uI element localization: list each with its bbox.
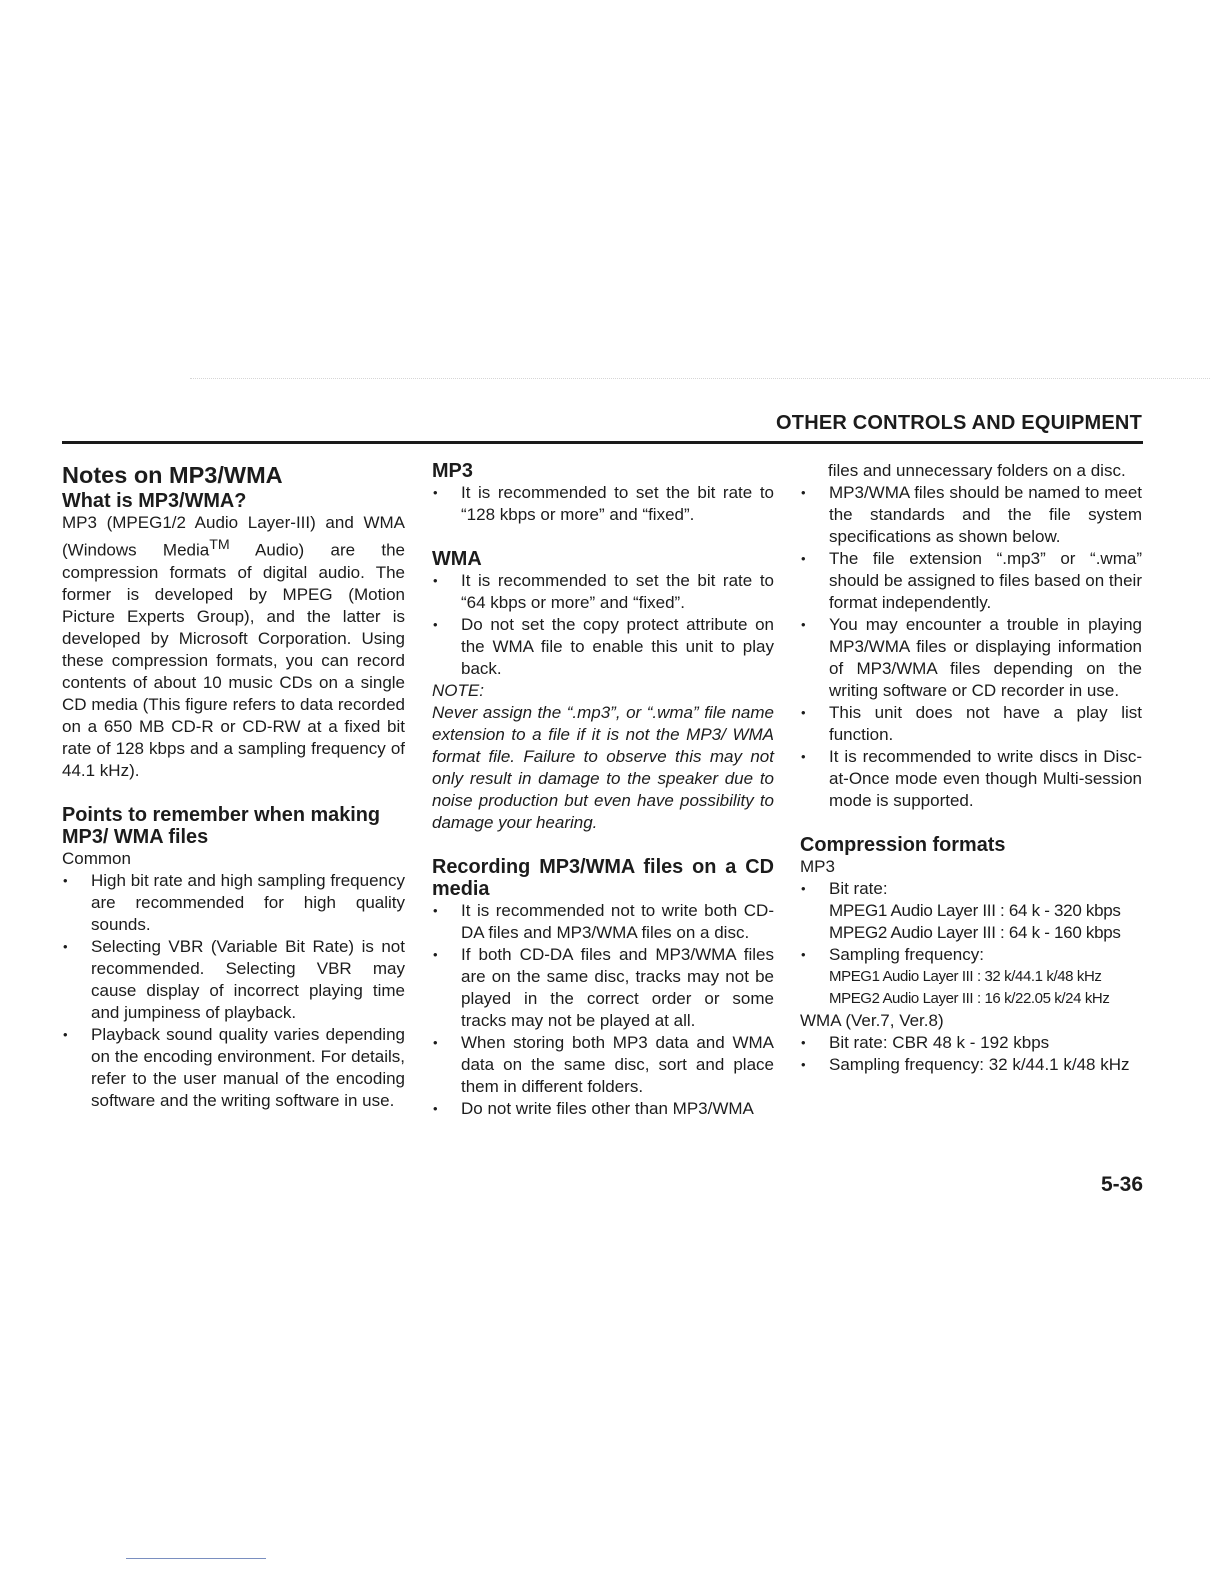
intro-text-b: Audio) are the compression formats of digital audio. The former is developed by MPEG (Motion Picture Experts Group), and the latter is developed by Microsoft Corporation. Using these compression formats, you can record contents of about 10 music CDs on a single CD media (This figure refers to data recorded on a 650 MB CD-R or CD-RW at a fixed bit rate of 128 kbps and a sampling frequency of 44.1 kHz). bbox=[62, 540, 405, 780]
wma-heading: WMA bbox=[432, 548, 482, 570]
recording-heading: Recording MP3/WMA files on a CD media bbox=[432, 856, 774, 900]
intro-paragraph bbox=[62, 512, 405, 782]
note-label: NOTE: bbox=[432, 681, 484, 700]
common-label: Common bbox=[62, 848, 131, 868]
list-item: • Bit rate: CBR 48 k - 192 kbps bbox=[800, 1032, 1142, 1054]
list-item: • It is recommended to set the bit rate to “128 kbps or more” and “fixed”. bbox=[432, 482, 774, 526]
spec-line: MPEG1 Audio Layer III : 64 k - 320 kbps bbox=[829, 901, 1121, 920]
wma-format-label: WMA (Ver.7, Ver.8) bbox=[800, 1011, 944, 1030]
list-item: • Sampling frequency: 32 k/44.1 k/48 kHz bbox=[800, 1054, 1142, 1076]
wma-spec-list bbox=[800, 1032, 1142, 1076]
list-item: • The file extension “.mp3” or “.wma” should be assigned to files based on their format independently. bbox=[800, 548, 1142, 614]
mp3-list bbox=[432, 482, 774, 526]
list-item: • It is recommended not to write both CD-DA files and MP3/WMA files on a disc. bbox=[432, 900, 774, 944]
list-item: • High bit rate and high sampling frequency are recommended for high quality sounds. bbox=[62, 870, 405, 936]
list-item: • Playback sound quality varies depending on the encoding environment. For details, refer to the user manual of the encoding software and the writing software in use. bbox=[62, 1024, 405, 1112]
list-item: • MP3/WMA files should be named to meet the standards and the file system specifications as shown below. bbox=[800, 482, 1142, 548]
list-item: • If both CD-DA files and MP3/WMA files are on the same disc, tracks may not be played in the correct order or some tracks may not be played at all. bbox=[432, 944, 774, 1032]
list-item: • Bit rate: bbox=[800, 878, 1142, 900]
note-text: Never assign the “.mp3”, or “.wma” file name extension to a file if it is not the MP3/ WMA format file. Failure to observe this may not only result in damage to the speaker due to noise production but even have possibility to damage your hearing. bbox=[432, 703, 774, 832]
scan-artifact-line bbox=[190, 378, 1210, 379]
section-title: OTHER CONTROLS AND EQUIPMENT bbox=[776, 412, 1142, 434]
list-item: • Do not set the copy protect attribute on the WMA file to enable this unit to play back. bbox=[432, 614, 774, 680]
list-item: • This unit does not have a play list function. bbox=[800, 702, 1142, 746]
column-right bbox=[800, 460, 1142, 1076]
mp3-heading: MP3 bbox=[432, 460, 473, 482]
bottom-edge-line bbox=[126, 1558, 266, 1559]
mp3-format-label: MP3 bbox=[800, 857, 835, 876]
column-middle bbox=[432, 460, 774, 1120]
mp3-sampling-list bbox=[800, 944, 1142, 966]
list-item: • It is recommended to write discs in Disc-at-Once mode even though Multi-session mode is supported. bbox=[800, 746, 1142, 812]
header-rule bbox=[62, 441, 1143, 444]
wma-list bbox=[432, 570, 774, 680]
mp3-bit-rate-list bbox=[800, 878, 1142, 900]
list-item: • It is recommended to set the bit rate to “64 kbps or more” and “fixed”. bbox=[432, 570, 774, 614]
list-item: • When storing both MP3 data and WMA data on the same disc, sort and place them in different folders. bbox=[432, 1032, 774, 1098]
list-item: • Do not write files other than MP3/WMA bbox=[432, 1098, 774, 1120]
spec-line: MPEG2 Audio Layer III : 64 k - 160 kbps bbox=[829, 923, 1121, 942]
page-number: 5-36 bbox=[1100, 1173, 1143, 1196]
recording-list bbox=[432, 900, 774, 1120]
compression-heading: Compression formats bbox=[800, 834, 1006, 856]
intro-text-a: MP3 (MPEG1/2 Audio Layer-III) and WMA (Windows Media bbox=[62, 513, 405, 560]
continued-text: files and unnecessary folders on a disc. bbox=[828, 461, 1126, 480]
column-left bbox=[62, 460, 405, 1112]
common-list bbox=[62, 870, 405, 1112]
trademark-mark: TM bbox=[209, 537, 230, 553]
list-item: • Sampling frequency: bbox=[800, 944, 1142, 966]
points-heading: Points to remember when making MP3/ WMA files bbox=[62, 803, 381, 848]
list-item: • You may encounter a trouble in playing MP3/WMA files or displaying information of MP3/WMA files depending on the writing software or CD recorder in use. bbox=[800, 614, 1142, 702]
page-title: Notes on MP3/WMA bbox=[62, 462, 283, 488]
requirements-list bbox=[800, 482, 1142, 812]
spec-line: MPEG1 Audio Layer III : 32 k/44.1 k/48 kHz bbox=[829, 968, 1102, 985]
what-is-heading: What is MP3/WMA? bbox=[62, 490, 247, 512]
list-item: • Selecting VBR (Variable Bit Rate) is not recommended. Selecting VBR may cause display of incorrect playing time and jumpiness of playback. bbox=[62, 936, 405, 1024]
spec-line: MPEG2 Audio Layer III : 16 k/22.05 k/24 kHz bbox=[829, 990, 1110, 1007]
